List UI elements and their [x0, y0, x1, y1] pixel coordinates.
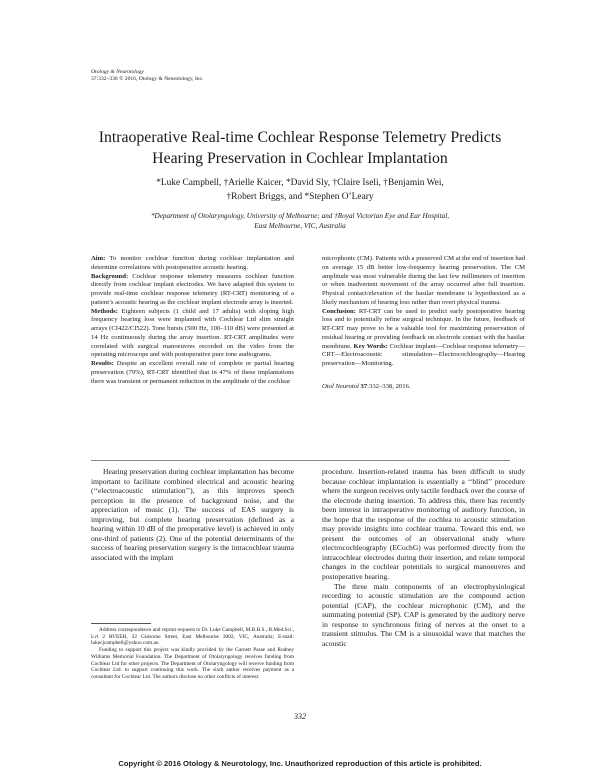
- abstract-conclusion: [322, 308, 525, 369]
- title-line-1: Intraoperative Real-time Cochlear Response Telemetry Predicts: [98, 129, 502, 146]
- conclusion-text: RT-CRT can be used to predict early postoperative hearing loss and to potentially refine surgical technique. In the future, feedback of RT-CRT may prove to be a valuable tool for maximizing preservation of residual hearing or providing feedback on electrode contact with the basilar membrane.: [322, 307, 525, 350]
- aim-label: Aim:: [91, 255, 106, 262]
- journal-header: [91, 69, 204, 83]
- abstract: [91, 255, 525, 470]
- footnote-divider: [91, 623, 151, 624]
- abstract-background: [91, 273, 294, 308]
- methods-text: Eighteen subjects (1 child and 17 adults) with sloping high frequency hearing loss were implanted with Cochlear Ltd slim straight arrays (CI422/CI522). Tone bursts (500 Hz, 100–110 dB) were presented at 14 Hz continuously during the array insertion. RT-CRT amplitudes were correlated with surgical manoeuvres recorded on the video from the operating microscope and with postoperative pure tone audiograms.: [91, 307, 294, 359]
- article-body: [91, 467, 525, 735]
- abstract-column-left: [91, 255, 294, 386]
- abstract-aim: [91, 255, 294, 273]
- journal-name: Otology & Neurotology: [91, 69, 144, 75]
- citation-pages: :332–338, 2016.: [367, 382, 411, 390]
- authors-line-1: *Luke Campbell, †Arielle Kaicer, *David Sly, †Claire Iseli, †Benjamin Wei,: [156, 178, 444, 188]
- body-paragraph: Hearing preservation during cochlear implantation has become important to facilitate combined electrical and acoustic hearing (‘‘electroacoustic stimulation’’), as this improves speech perception in the presence of background noise, and the appreciation of music (1). The success of EAS surgery is improving, but complete hearing preservation (defined as a hearing within 10 dB of the preoperative level) is achieved in only one-third of patients (2). One of the potential determinants of the success of hearing preservation surgery is the intracochlear trauma associated with the implant: [91, 467, 294, 562]
- article-title: [40, 127, 560, 169]
- title-line-2: Hearing Preservation in Cochlear Implantation: [152, 150, 448, 167]
- keywords-label: Key Words:: [353, 342, 388, 350]
- abstract-methods: [91, 308, 294, 361]
- body-paragraph: The three main components of an electrophysiological recording to acoustic stimulation are the compound action potential (CAP), the cochlear microphonic (CM), and the summating potential (SP). CAP is generated by the auditory nerve in response to synchronous firing of nerves at the onset to a transient stimulus. The CM is a sinusoidal wave that matches the acoustic: [322, 581, 525, 648]
- background-label: Background:: [91, 272, 129, 280]
- footnotes: [91, 627, 294, 681]
- authors-line-2: †Robert Briggs, and *Stephen O’Leary: [226, 191, 374, 202]
- copyright-notice: Copyright © 2016 Otology & Neurotology, Inc. Unauthorized reproduction of this article is prohibited.: [118, 759, 482, 768]
- results-text: Despite an excellent overall rate of complete or partial hearing preservation (79%), RT-CRT identified that in 47% of these implantations there was transient or permanent reduction in the amplitude of the cochlear: [91, 360, 294, 385]
- article-citation: [322, 383, 525, 392]
- abstract-results: [91, 360, 294, 386]
- page-number: 332: [294, 712, 306, 721]
- correspondence-footnote: Address correspondence and reprint requests to Dr. Luke Campbell, M.B.B.S., B.Med.Sci., Lvl 2 RVEEH, 32 Gisborne Street, East Melbourne 3002, VIC, Australia; E-mail: lukecjcampbell@yahoo.com.au: [91, 627, 294, 647]
- citation-volume: 37: [360, 382, 368, 390]
- affiliation-line-1: *Department of Otolaryngology, University of Melbourne; and †Royal Victorian Eye and Ear Hospital,: [150, 212, 450, 220]
- affiliations: [80, 211, 520, 231]
- affiliation-line-2: East Melbourne, VIC, Australia: [254, 222, 346, 230]
- funding-footnote: Funding to support this project was kindly provided by the Garnett Passe and Rodney Williams Memorial Foundation. The Department of Otolaryngology receives funding from Cochlear Ltd for other projects. The Department of Otolaryngology will receive funding from Cochlear Ltd. to support continuing this work. The sixth author receives payment as a consultant for Cochlear Ltd. The authors disclose no other conflicts of interest.: [91, 647, 294, 680]
- keywords-text: Cochlear implant—Cochlear response telemetry—CRT—Electroacoustic stimulation—Electrocochleography—Hearing preservation—Monitoring.: [322, 342, 525, 367]
- abstract-column-right: [322, 255, 525, 392]
- body-column-right: [322, 467, 525, 648]
- methods-label: Methods:: [91, 307, 118, 315]
- conclusion-label: Conclusion:: [322, 307, 356, 315]
- background-text: Cochlear response telemetry measures cochlear function directly from cochlear implant electrodes. We have adapted this system to provide real-time cochlear response telemetry (RT-CRT) monitoring of a patient’s acoustic hearing as the cochlear implant electrode array is inserted.: [91, 272, 294, 306]
- author-list: [60, 177, 540, 204]
- body-column-left: [91, 467, 294, 562]
- body-paragraph: procedure. Insertion-related trauma has been difficult to study because cochlear implantation is essentially a ‘‘blind’’ procedure where the surgeon receives only tactile feedback over the course of the electrode during insertion. To address this, there has recently been interest in intraoperative monitoring of auditory function, in the hope that the response of the cochlea to acoustic stimulation may provide insights into cochlear trauma. Toward this end, we present the outcomes of an observational study where electrocochleography (ECochG) was performed directly from the intracochlear electrodes during their insertion, and relate temporal changes in the cochlear potentials to surgical manoeuvres and postoperative hearing.: [322, 467, 525, 582]
- section-divider: [91, 460, 510, 461]
- abstract-results-continued: microphonic (CM). Patients with a preserved CM at the end of insertion had on average 15 dB better low-frequency hearing preservation. The CM amplitude was most vulnerable during the last few millimeters of insertion or when inadvertent movement of the array occurred after full insertion. Physical contact/elevation of the basilar membrane is hypothesized as a likely mechanism of hearing loss rather than overt physical trauma.: [322, 255, 525, 306]
- journal-citation: 37:332–338 © 2016, Otology & Neurotology, Inc.: [91, 76, 204, 82]
- results-label: Results:: [91, 360, 114, 367]
- citation-journal: Otol Neurotol: [322, 382, 359, 390]
- aim-text: To monitor cochlear function during cochlear implantation and determine correlations with postoperative acoustic hearing.: [91, 255, 294, 271]
